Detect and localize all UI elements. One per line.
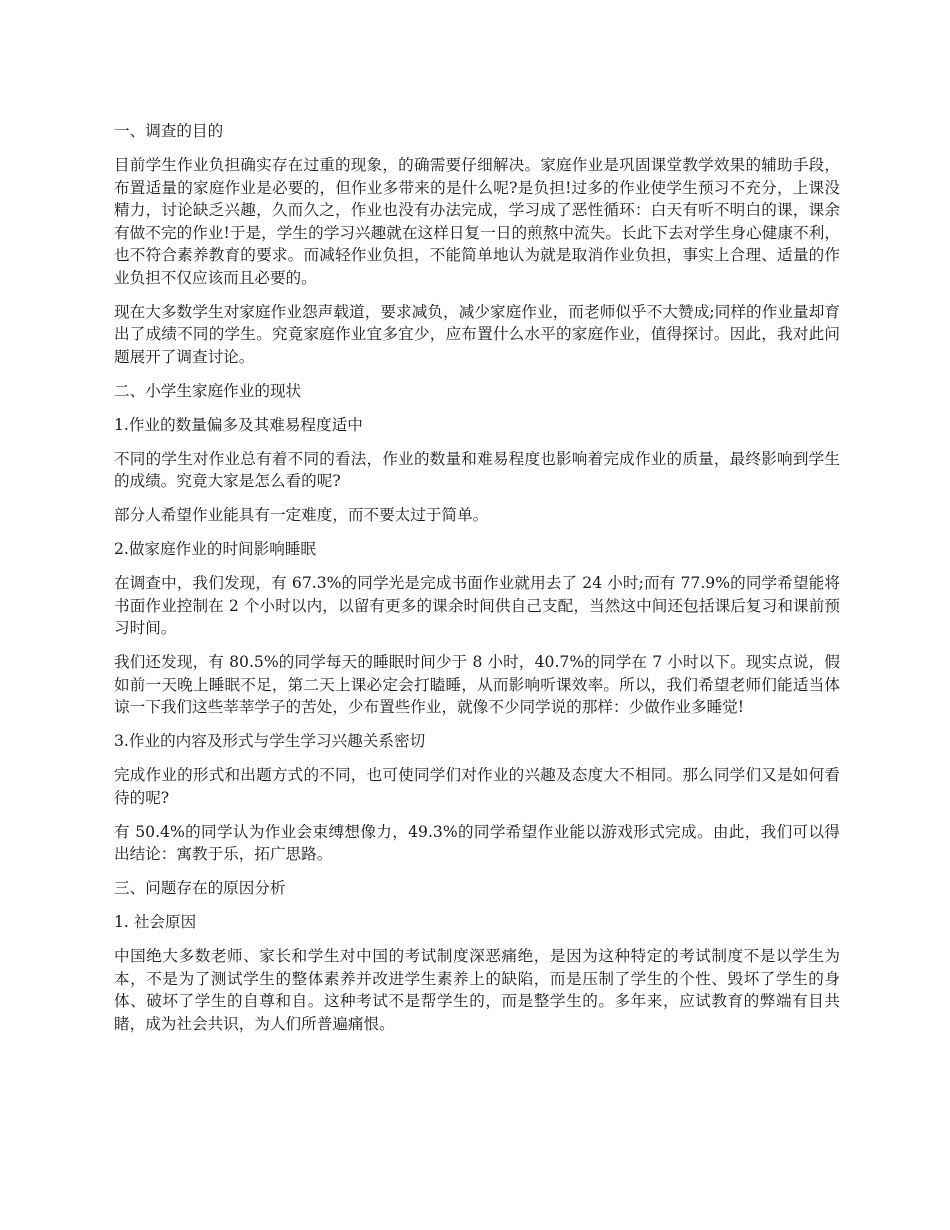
section-heading-purpose: 一、调查的目的	[114, 122, 224, 140]
document-page	[114, 120, 840, 1047]
paragraph-difficulty-wish: 部分人希望作业能具有一定难度，而不要太过于简单。	[114, 506, 489, 524]
paragraph-homework-burden: 目前学生作业负担确实存在过重的现象，的确需要仔细解决。家庭作业是巩固课堂教学效果的辅助手段，布置适量的家庭作业是必要的，但作业多带来的是什么呢?是负担!过多的作业使学生预习不充分，上课没精力，讨论缺乏兴趣，久而久之，作业也没有办法完成，学习成了恶性循环：白天有听不明白的课，课余有做不完的作业!于是，学生的学习兴趣就在这样日复一日的煎熬中流失。长此下去对学生身心健康不利，也不符合素养教育的要求。而减轻作业负担，不能简单地认为就是取消作业负担，事实上合理、适量的作业负担不仅应该而且必要的。	[114, 156, 840, 287]
subheading-quantity-difficulty: 1.作业的数量偏多及其难易程度适中	[114, 415, 363, 434]
paragraph-survey-sleep: 我们还发现，有 80.5%的同学每天的睡眠时间少于 8 小时，40.7%的同学在 7 小时以下。现实点说，假如前一天晚上睡眠不足，第二天上课必定会打瞌睡，从而影响听课效率。所以，我们希望老师们能适当体谅一下我们这些莘莘学子的苦处，少布置些作业，就像不少同学说的那样：少做作业多睡觉!	[114, 653, 840, 716]
subheading-content-interest: 3.作业的内容及形式与学生学习兴趣关系密切	[114, 732, 426, 750]
paragraph-exam-system: 中国绝大多数老师、家长和学生对中国的考试制度深恶痛绝，是因为这种特定的考试制度不是以学生为本，不是为了测试学生的整体素养并改进学生素养上的缺陷，而是压制了学生的个性、毁坏了学生的身体、破坏了学生的自尊和自。这种考试不是帮学生的，而是整学生的。多年来，应试教育的弊端有目共睹，成为社会共识，为人们所普遍痛恨。	[114, 947, 840, 1033]
paragraph-imagination-games: 有 50.4%的同学认为作业会束缚想像力，49.3%的同学希望作业能以游戏形式完成。由此，我们可以得出结论：寓教于乐，拓广思路。	[114, 822, 840, 863]
subheading-time-sleep: 2.做家庭作业的时间影响睡眠	[114, 540, 317, 558]
paragraph-survey-time: 在调查中，我们发现，有 67.3%的同学光是完成书面作业就用去了 24 小时;而有 77.9%的同学希望能将书面作业控制在 2 个小时以内，以留有更多的课余时间供自己支配，当然这中间还包括课后复习和课前预习时间。	[114, 574, 840, 637]
subheading-social-causes: 1. 社会原因	[114, 913, 197, 931]
section-heading-status: 二、小学生家庭作业的现状	[114, 381, 302, 400]
paragraph-student-complaints: 现在大多数学生对家庭作业怨声载道，要求减负，减少家庭作业，而老师似乎不大赞成;同样的作业量却育出了成绩不同的学生。究竟家庭作业宜多宜少，应布置什么水平的家庭作业，值得探讨。因此，我对此问题展开了调查讨论。	[114, 302, 840, 366]
paragraph-form-attitude: 完成作业的形式和出题方式的不同，也可使同学们对作业的兴趣及态度大不相同。那么同学们又是如何看待的呢?	[114, 766, 840, 807]
section-heading-causes: 三、问题存在的原因分析	[114, 879, 286, 897]
paragraph-student-views: 不同的学生对作业总有着不同的看法，作业的数量和难易程度也影响着完成作业的质量，最终影响到学生的成绩。究竟大家是怎么看的呢?	[114, 449, 840, 490]
